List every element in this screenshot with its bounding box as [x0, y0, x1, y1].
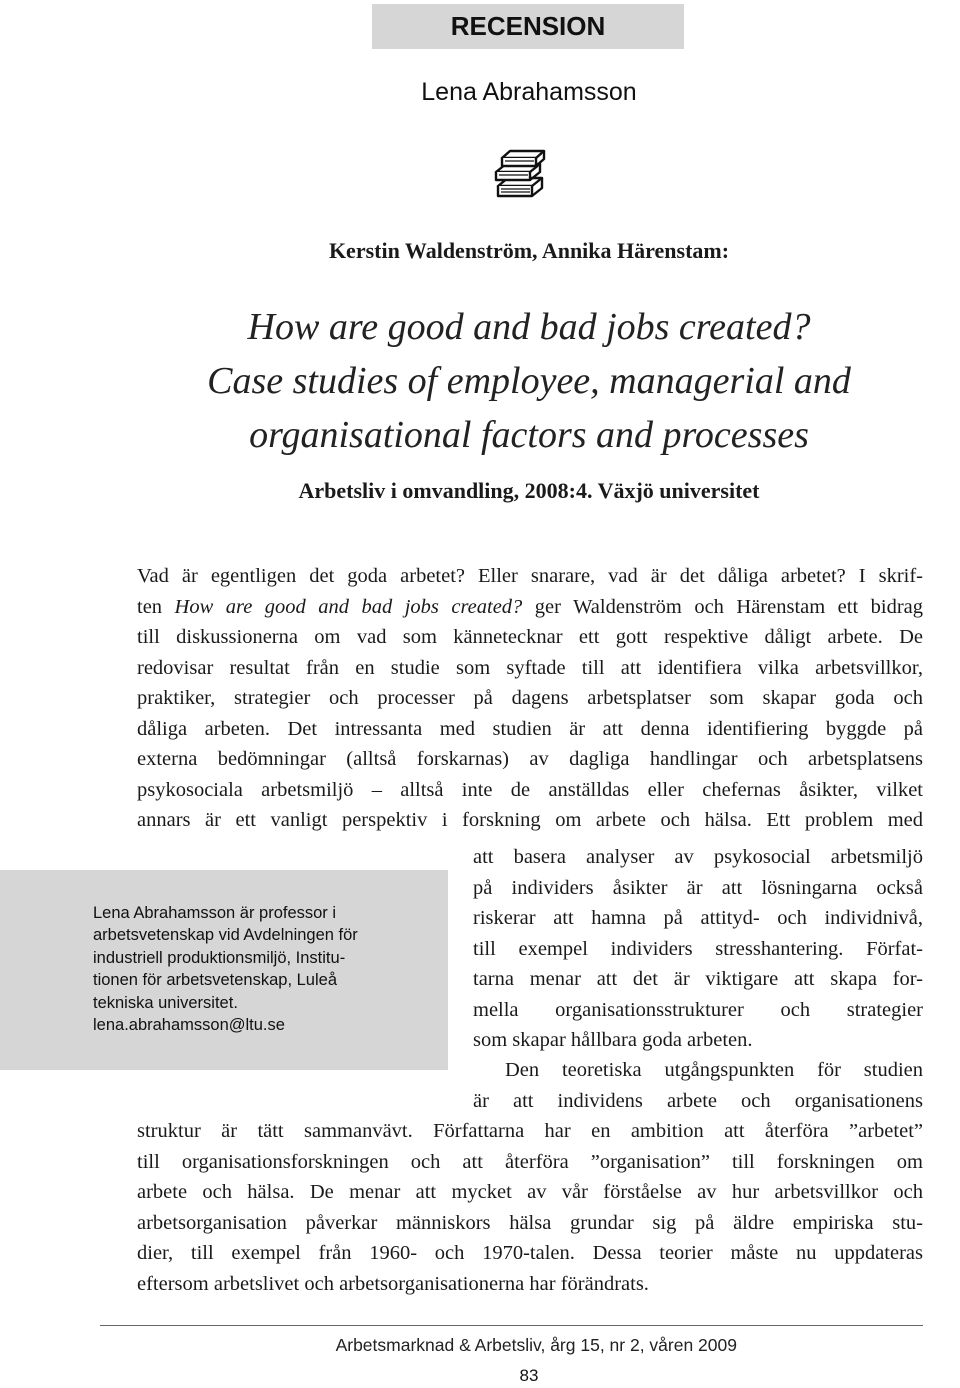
text-line: annars är ett vanligt perspektiv i forskning om arbete och hälsa. Ett problem med	[137, 809, 923, 831]
page-number: 83	[519, 1366, 539, 1385]
text-line: som skapar hållbara goda arbeten.	[473, 1029, 753, 1051]
text-line: arbetsorganisation påverkar människors hälsa grundar sig på äldre empiriska stu-	[137, 1211, 923, 1234]
review-paragraph-1	[137, 561, 923, 836]
text-line: på individers åsikter är att lösningarna också	[473, 876, 923, 899]
text-line: Vad är egentligen det goda arbetet? Eller snarare, vad är det dåliga arbetet? I skrif-	[137, 565, 923, 587]
review-authors: Kerstin Waldenström, Annika Härenstam:	[328, 238, 730, 263]
book-title-line: organisational factors and processes	[249, 414, 809, 456]
text-line: till diskussionerna om vad som kännetecknar ett gott respektive dåligt arbete. De	[137, 626, 923, 648]
text-line: Den teoretiska utgångspunkten för studien	[505, 1059, 923, 1081]
text-line	[137, 592, 923, 623]
text-line: riskerar att hamna på attityd- och individnivå,	[473, 907, 923, 929]
section-label: RECENSION	[450, 11, 606, 41]
bio-line: tekniska universitet.	[93, 993, 238, 1012]
section-header	[372, 4, 684, 49]
review-paragraph-2	[137, 1116, 923, 1299]
text-line: är att individens arbete och organisationens	[473, 1089, 923, 1112]
review-paragraph-2-wrap	[473, 1055, 923, 1116]
text-line: dåliga arbeten. Det intressanta med studien är att denna identifiering byggde på	[137, 717, 923, 740]
book-title-reference: How are good and bad jobs created?	[174, 595, 523, 618]
bio-line: industriell produktionsmiljö, Institu-	[93, 948, 346, 967]
review-paragraph-1-wrap	[473, 842, 923, 1056]
text-line: psykosociala arbetsmiljö – alltså inte de anställdas eller chefernas åsikter, vilket	[137, 778, 923, 801]
bio-line: tionen för arbetsvetenskap, Luleå	[93, 971, 337, 990]
text-line: externa bedömningar (alltså forskarnas) av dagliga handlingar och arbetsplatsens	[137, 748, 923, 770]
text-fragment: ten	[137, 595, 175, 618]
text-line: att basera analyser av psykosocial arbetsmiljö	[473, 846, 923, 868]
text-line: tarna menar att det är viktigare att skapa for-	[473, 968, 923, 990]
bio-line: Lena Abrahamsson är professor i	[93, 904, 337, 922]
stacked-books-icon	[492, 148, 550, 207]
bio-line: arbetsvetenskap vid Avdelningen för	[93, 926, 358, 945]
text-line: praktiker, strategier och processer på dagens arbetsplatser som skapar goda och	[137, 687, 923, 709]
text-line: mella organisationsstrukturer och strategier	[473, 998, 923, 1021]
text-line: till exempel individers stresshantering. Förfat-	[473, 937, 923, 960]
text-line: till organisationsforskningen och att återföra ”organisation” till forskningen om	[137, 1150, 923, 1173]
reviewer-name: Lena Abrahamsson	[421, 78, 637, 106]
book-title	[120, 300, 938, 462]
text-line: eftersom arbetslivet och arbetsorganisationerna har förändrats.	[137, 1272, 649, 1295]
book-title-line: How are good and bad jobs created?	[247, 306, 811, 348]
bio-email: lena.abrahamsson@ltu.se	[93, 1016, 285, 1035]
journal-footer: Arbetsmarknad & Arbetsliv, årg 15, nr 2, våren 2009	[335, 1335, 737, 1355]
text-line: dier, till exempel från 1960- och 1970-talen. Dessa teorier måste nu uppdateras	[137, 1242, 923, 1264]
publication-info: Arbetsliv i omvandling, 2008:4. Växjö universitet	[298, 478, 760, 503]
text-line: struktur är tätt sammanvävt. Författarna har en ambition att återföra ”arbetet”	[137, 1120, 923, 1142]
text-line: redovisar resultat från en studie som syftade till att identifiera vilka arbetsvillkor,	[137, 656, 923, 679]
text-fragment: ger Waldenström och Härenstam ett bidrag	[522, 595, 924, 618]
text-line: arbete och hälsa. De menar att mycket av vår förståelse av hur arbetsvillkor och	[137, 1181, 923, 1203]
footer-divider	[100, 1325, 923, 1326]
author-bio	[93, 902, 423, 1036]
book-title-line: Case studies of employee, managerial and	[207, 360, 851, 402]
